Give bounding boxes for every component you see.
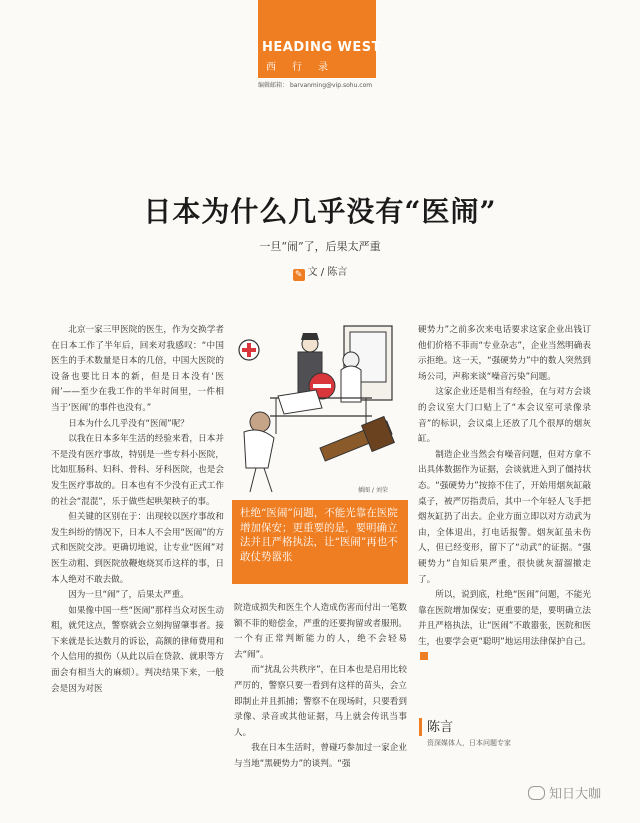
paragraph: 硬势力”之前多次来电话要求这家企业出钱订他们价格不菲而“专业杂志”，企业当然明确表示拒绝。这一天，“强硬势力”中的数人突然到场公司，声称来谈“噪音污染”问题。 (418, 325, 591, 382)
paragraph: 日本为什么几乎没有“医闹”呢？ (68, 418, 189, 429)
illustration-credit: 插图 / 刘荣 (358, 487, 388, 494)
byline-text: 文 / 陈言 (307, 267, 348, 278)
paragraph: 但关键的区别在于：出现较以医疗事故和发生纠纷的情况下，日本人不会用“医闹”的方式和医院交涉。更确切地说，让专业“医闹”对医生动粗、到医院放鞭炮烧冥币这样的事，日本人绝对不敢去做。 (51, 512, 224, 585)
column-2 (234, 601, 407, 773)
pen-icon: ✎ (293, 269, 305, 281)
column-3 (418, 323, 591, 666)
paragraph: 制造企业当然会有噪音问题，但对方拿不出具体数据作为证据，会谈就进入到了僵持状态。“强硬势力”按捺不住了，开始用烟灰缸敲桌子，被严厉指责后，其中一个年轻人飞手把烟灰缸扔了出去。企业方面立即以对方动武为由，全体退出，打电话报警。烟灰缸虽未伤人，但已经变形，留下了“动武”的证据。“强硬势力”自知后果严重，很快就灰溜溜撤走了。 (418, 449, 591, 585)
section-tag (258, 0, 381, 78)
article-title: 日本为什么几乎没有“医闹” (143, 195, 497, 228)
watermark-text: 知日大咖 (549, 787, 602, 802)
editor-label: 编辑邮箱： (258, 82, 289, 89)
author-name: 陈言 (427, 720, 454, 735)
paragraph: 因为一旦“闹”了，后果太严重。 (68, 590, 189, 601)
paragraph: 以我在日本多年生活的经验来看，日本并不是没有医疗事故，特别是一些专科小医院，比如肛肠科、妇科、骨科、牙科医院，也是会发生医疗事故的。日本也有不少没有正式工作的社会“混混”，乐于做些起哄架秧子的事。 (51, 434, 224, 507)
paragraph: 这家企业还是相当有经验，在与对方会谈的会议室大门口贴上了“本会议室可录像录音”的标识，会议桌上还放了几个很厚的烟灰缸。 (418, 387, 591, 445)
paragraph: 如果像中国一些“医闹”那样当众对医生动粗，就凭这点，警察就会立刻拘留肇事者。接下来就是长达数月的诉讼，高额的律师费用和个人信用的损伤（从此以后在贷款、就职等方面会有相当大的麻烦）。判决结果下来，一般会是因为对医 (51, 605, 224, 694)
author-bar (419, 718, 422, 736)
paragraph: 北京一家三甲医院的医生，作为交换学者在日本工作了半年后，回来对我感叹：“中国医生的手术数量是日本的几倍，中国大医院的设备也要比日本的新，但是日本没有‘医闹’——至少在我工作的半年时间里，一件相当于‘医闹’的事件也没有。” (51, 325, 224, 413)
article-subtitle: 一旦“闹”了，后果太严重 (259, 240, 381, 253)
pull-quote: 杜绝“医闹”问题，不能光靠在医院增加保安；更重要的是，要明确立法并且严格执法，让“医闹”再也不敢仗势嚣张 (232, 500, 408, 584)
section-title-cn: 西行录 (266, 62, 344, 73)
byline (0, 263, 640, 281)
editor-email: barvanming@vip.sohu.com (289, 82, 373, 89)
watermark (528, 783, 601, 802)
editor-contact (258, 80, 372, 89)
author-desc: 资深媒体人，日本问题专家 (427, 739, 511, 747)
column-1 (51, 323, 224, 697)
section-title-en: HEADING WEST (262, 40, 381, 55)
paragraph: 而“扰乱公共秩序”，在日本也是启用比较严厉的，警察只要一看到有这样的苗头，会立即制止并且抓捕；警察不在现场时，只要看到录像、录音或其他证据，马上就会传讯当事人。 (234, 665, 407, 738)
paragraph (418, 588, 591, 666)
end-mark-icon (420, 652, 428, 660)
paragraph-text: 所以，说到底，杜绝“医闹”问题，不能光靠在医院增加保安；更重要的是，要明确立法并且严格执法，让“医闹”不敢嚣张，医院和医生，也要学会更“聪明”地运用法律保护自己。 (418, 590, 591, 647)
paragraph: 院造成损失和医生个人造成伤害而付出一笔数额不菲的赔偿金，严重的还要拘留或者服刑。一个有正常判断能力的人，绝不会轻易去“闹”。 (234, 603, 407, 660)
illustration (232, 324, 410, 496)
wechat-icon (528, 786, 545, 800)
paragraph: 我在日本生活时，曾碰巧参加过一家企业与当地“黑硬势力”的谈判。“强 (234, 743, 407, 769)
